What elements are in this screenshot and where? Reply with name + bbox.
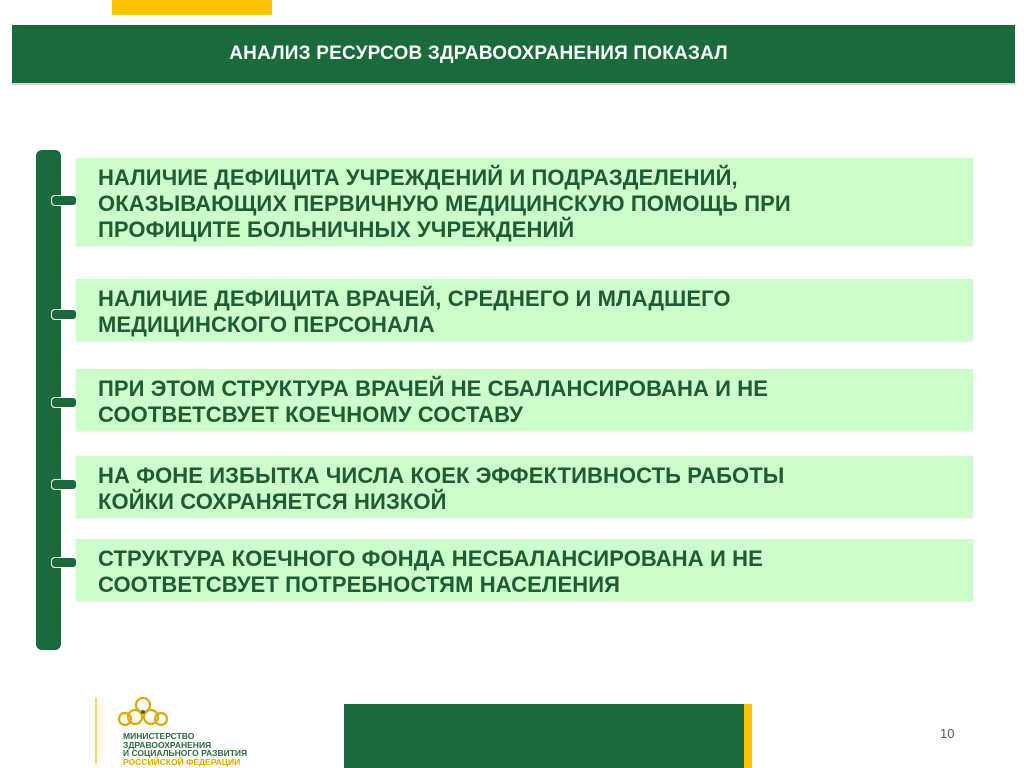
slide-title: АНАЛИЗ РЕСУРСОВ ЗДРАВООХРАНЕНИЯ ПОКАЗАЛ	[229, 43, 728, 64]
finding-item-2	[76, 279, 973, 341]
title-bar	[12, 25, 1015, 85]
finding-item-5	[76, 539, 973, 601]
finding-text	[98, 376, 953, 428]
finding-item-3	[76, 369, 973, 431]
finding-text	[98, 165, 953, 243]
timeline-connector	[52, 196, 76, 205]
ministry-line: ЗДРАВООХРАНЕНИЯ	[123, 739, 212, 750]
ministry-line: РОССИЙСКОЙ ФЕДЕРАЦИИ	[123, 756, 241, 767]
finding-text	[98, 546, 953, 598]
timeline-connector	[52, 310, 76, 319]
finding-text	[98, 463, 953, 515]
top-accent-bar	[112, 0, 272, 15]
footer-yellow-bar	[744, 704, 752, 768]
finding-line: КОЙКИ СОХРАНЯЕТСЯ НИЗКОЙ	[98, 489, 447, 514]
finding-line: МЕДИЦИНСКОГО ПЕРСОНАЛА	[98, 312, 435, 337]
finding-item-1	[76, 158, 973, 246]
finding-item-4	[76, 456, 973, 518]
finding-line: НАЛИЧИЕ ДЕФИЦИТА ВРАЧЕЙ, СРЕДНЕГО И МЛАДШЕГО	[98, 286, 731, 311]
finding-line: ПРИ ЭТОМ СТРУКТУРА ВРАЧЕЙ НЕ СБАЛАНСИРОВАНА И НЕ	[98, 376, 769, 401]
page-number: 10	[940, 726, 955, 741]
finding-line: СООТВЕТСВУЕТ КОЕЧНОМУ СОСТАВУ	[98, 402, 524, 427]
finding-line: СООТВЕТСВУЕТ ПОТРЕБНОСТЯМ НАСЕЛЕНИЯ	[98, 572, 621, 597]
finding-line: НАЛИЧИЕ ДЕФИЦИТА УЧРЕЖДЕНИЙ И ПОДРАЗДЕЛЕНИЙ,	[98, 165, 738, 190]
footer-green-bar	[344, 704, 744, 768]
ministry-line: МИНИСТЕРСТВО	[123, 731, 195, 741]
finding-text	[98, 286, 953, 338]
ministry-name	[123, 732, 247, 766]
timeline-connector	[52, 558, 76, 567]
ministry-line: И СОЦИАЛЬНОГО РАЗВИТИЯ	[123, 748, 248, 758]
finding-line: ПРОФИЦИТЕ БОЛЬНИЧНЫХ УЧРЕЖДЕНИЙ	[98, 217, 575, 242]
timeline-connector	[52, 398, 76, 407]
finding-line: ОКАЗЫВАЮЩИХ ПЕРВИЧНУЮ МЕДИЦИНСКУЮ ПОМОЩЬ ПРИ	[98, 191, 791, 216]
finding-line: СТРУКТУРА КОЕЧНОГО ФОНДА НЕСБАЛАНСИРОВАНА И НЕ	[98, 546, 763, 571]
footer-divider	[95, 698, 97, 764]
finding-line: НА ФОНЕ ИЗБЫТКА ЧИСЛА КОЕК ЭФФЕКТИВНОСТЬ РАБОТЫ	[98, 463, 785, 488]
ministry-emblem-icon	[115, 697, 171, 731]
timeline-connector	[52, 480, 76, 489]
